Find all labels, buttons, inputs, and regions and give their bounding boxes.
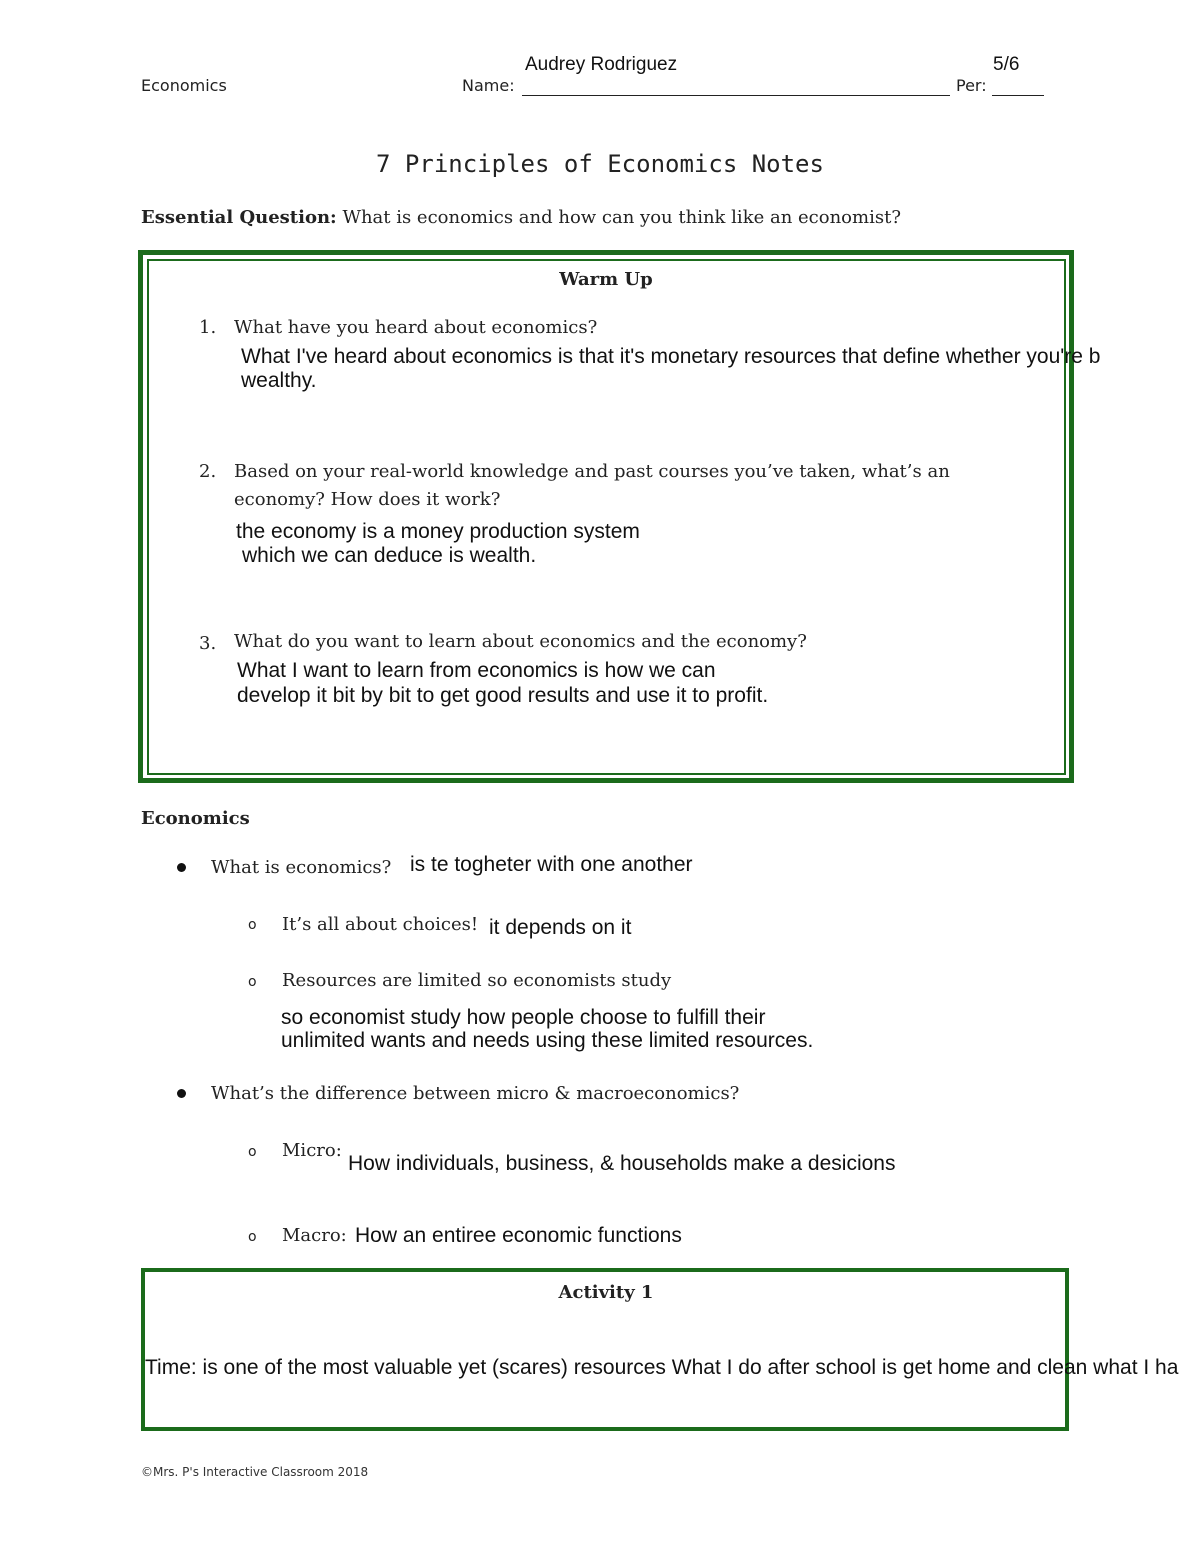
micro-answer[interactable]: How individuals, business, & households make a desicions	[348, 1152, 896, 1175]
name-value[interactable]: Audrey Rodriguez	[525, 54, 678, 75]
b1-sub1-question: It’s all about choices!	[282, 914, 479, 935]
q3-text: What do you want to learn about economics and the economy?	[234, 631, 807, 652]
q1-text: What have you heard about economics?	[234, 317, 598, 338]
q2-number: 2.	[199, 461, 217, 482]
a2-line2[interactable]: which we can deduce is wealth.	[242, 544, 537, 567]
name-underline	[522, 95, 950, 96]
essential-question	[141, 207, 901, 228]
bullet-dot-icon	[177, 1089, 186, 1098]
a3-line1[interactable]: What I want to learn from economics is how we can	[237, 659, 716, 682]
macro-answer[interactable]: How an entiree economic functions	[355, 1224, 682, 1247]
bullet-circle-icon: o	[248, 917, 257, 933]
bullet-dot-icon	[177, 863, 186, 872]
b1-sub1-answer[interactable]: it depends on it	[489, 916, 632, 939]
b1-answer[interactable]: is te togheter with one another	[410, 853, 693, 876]
warm-up-heading: Warm Up	[559, 269, 653, 290]
b1-sub2-answer-line1[interactable]: so economist study how people choose to fulfill their	[281, 1006, 766, 1029]
course-label: Economics	[141, 76, 227, 95]
name-label: Name:	[462, 76, 515, 95]
economics-heading: Economics	[141, 808, 250, 829]
q2-text-line1: Based on your real-world knowledge and past courses you’ve taken, what’s an	[234, 461, 950, 482]
essential-question-text: What is economics and how can you think like an economist?	[342, 207, 901, 228]
essential-question-label: Essential Question:	[141, 207, 337, 228]
activity-heading: Activity 1	[558, 1282, 654, 1303]
bullet-circle-icon: o	[248, 1229, 257, 1245]
period-underline	[992, 95, 1044, 96]
b1-question: What is economics?	[211, 857, 392, 878]
page-title: 7 Principles of Economics Notes	[376, 150, 824, 178]
b2-question: What’s the difference between micro & macroeconomics?	[211, 1083, 740, 1104]
a1-line1[interactable]: What I've heard about economics is that it's monetary resources that define whether you're b	[241, 345, 1101, 368]
footer-copyright: ©Mrs. P's Interactive Classroom 2018	[141, 1465, 369, 1479]
a2-line1[interactable]: the economy is a money production system	[236, 520, 640, 543]
q2-text-line2: economy? How does it work?	[234, 489, 501, 510]
bullet-circle-icon: o	[248, 974, 257, 990]
period-value[interactable]: 5/6	[993, 54, 1020, 75]
b1-sub2-answer-line2[interactable]: unlimited wants and needs using these limited resources.	[281, 1029, 814, 1052]
a1-line2[interactable]: wealthy.	[241, 369, 317, 392]
activity-answer[interactable]: Time: is one of the most valuable yet (scares) resources What I do after school is get home and clean what I ha	[145, 1356, 1179, 1379]
bullet-circle-icon: o	[248, 1144, 257, 1160]
b1-sub2-question: Resources are limited so economists study	[282, 970, 672, 991]
micro-label: Micro:	[282, 1140, 342, 1161]
q1-number: 1.	[199, 317, 217, 338]
a3-line2[interactable]: develop it bit by bit to get good results and use it to profit.	[237, 684, 769, 707]
q3-number: 3.	[199, 633, 217, 654]
macro-label: Macro:	[282, 1225, 347, 1246]
period-label: Per:	[956, 76, 987, 95]
